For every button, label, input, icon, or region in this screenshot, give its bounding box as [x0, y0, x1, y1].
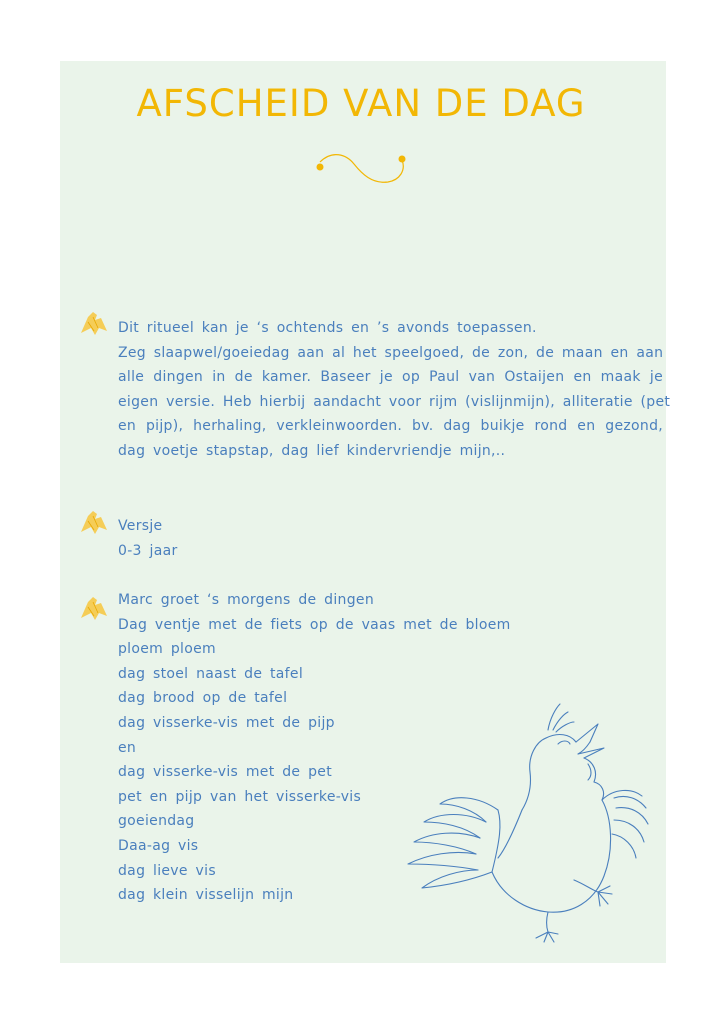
poem-line: dag lieve vis: [118, 862, 216, 879]
intro-line: eigen versie. Heb hierbij aandacht voor rijm (vislijnmijn), alliteratie (pet: [118, 393, 671, 410]
verse-heading: Versje: [118, 518, 163, 534]
poem-line: dag brood op de tafel: [118, 690, 288, 707]
poem-line: en: [118, 739, 137, 756]
intro-line: dag voetje stapstap, dag lief kindervriendje mijn,..: [118, 442, 506, 459]
poem-line: dag visserke-vis met de pijp: [118, 714, 335, 731]
intro-line: Dit ritueel kan je ‘s ochtends en ’s avonds toepassen.: [118, 320, 537, 336]
poem-line: Dag ventje met de fiets op de vaas met de bloem: [118, 616, 511, 633]
intro-paragraph: [118, 316, 671, 464]
poem-line: goeiendag: [118, 813, 195, 830]
intro-line: alle dingen in de kamer. Baseer je op Paul van Ostaijen en maak je: [118, 369, 663, 386]
poem-line: dag stoel naast de tafel: [118, 665, 304, 682]
page-title: AFSCHEID VAN DE DAG: [136, 82, 586, 125]
flourish-ornament-icon: [312, 148, 412, 188]
poem-line: pet en pijp van het visserke-vis: [118, 788, 362, 805]
poem-line: Marc groet ‘s morgens de dingen: [118, 592, 375, 608]
bird-bullet-icon: [79, 508, 109, 536]
poem-line: Daa-ag vis: [118, 837, 199, 854]
verse-label: [118, 514, 663, 563]
verse-age-range: 0-3 jaar: [118, 542, 178, 559]
intro-line: Zeg slaapwel/goeiedag aan al het speelgoed, de zon, de maan en aan: [118, 344, 664, 361]
intro-line: en pijp), herhaling, verkleinwoorden. bv. dag buikje rond en gezond,: [118, 418, 663, 435]
bird-bullet-icon: [79, 309, 109, 337]
poem-line: dag klein visselijn mijn: [118, 887, 294, 904]
singing-bird-illustration: [398, 700, 658, 945]
bird-bullet-icon: [79, 594, 109, 622]
poem-line: dag visserke-vis met de pet: [118, 764, 332, 781]
poem-line: ploem ploem: [118, 641, 216, 658]
